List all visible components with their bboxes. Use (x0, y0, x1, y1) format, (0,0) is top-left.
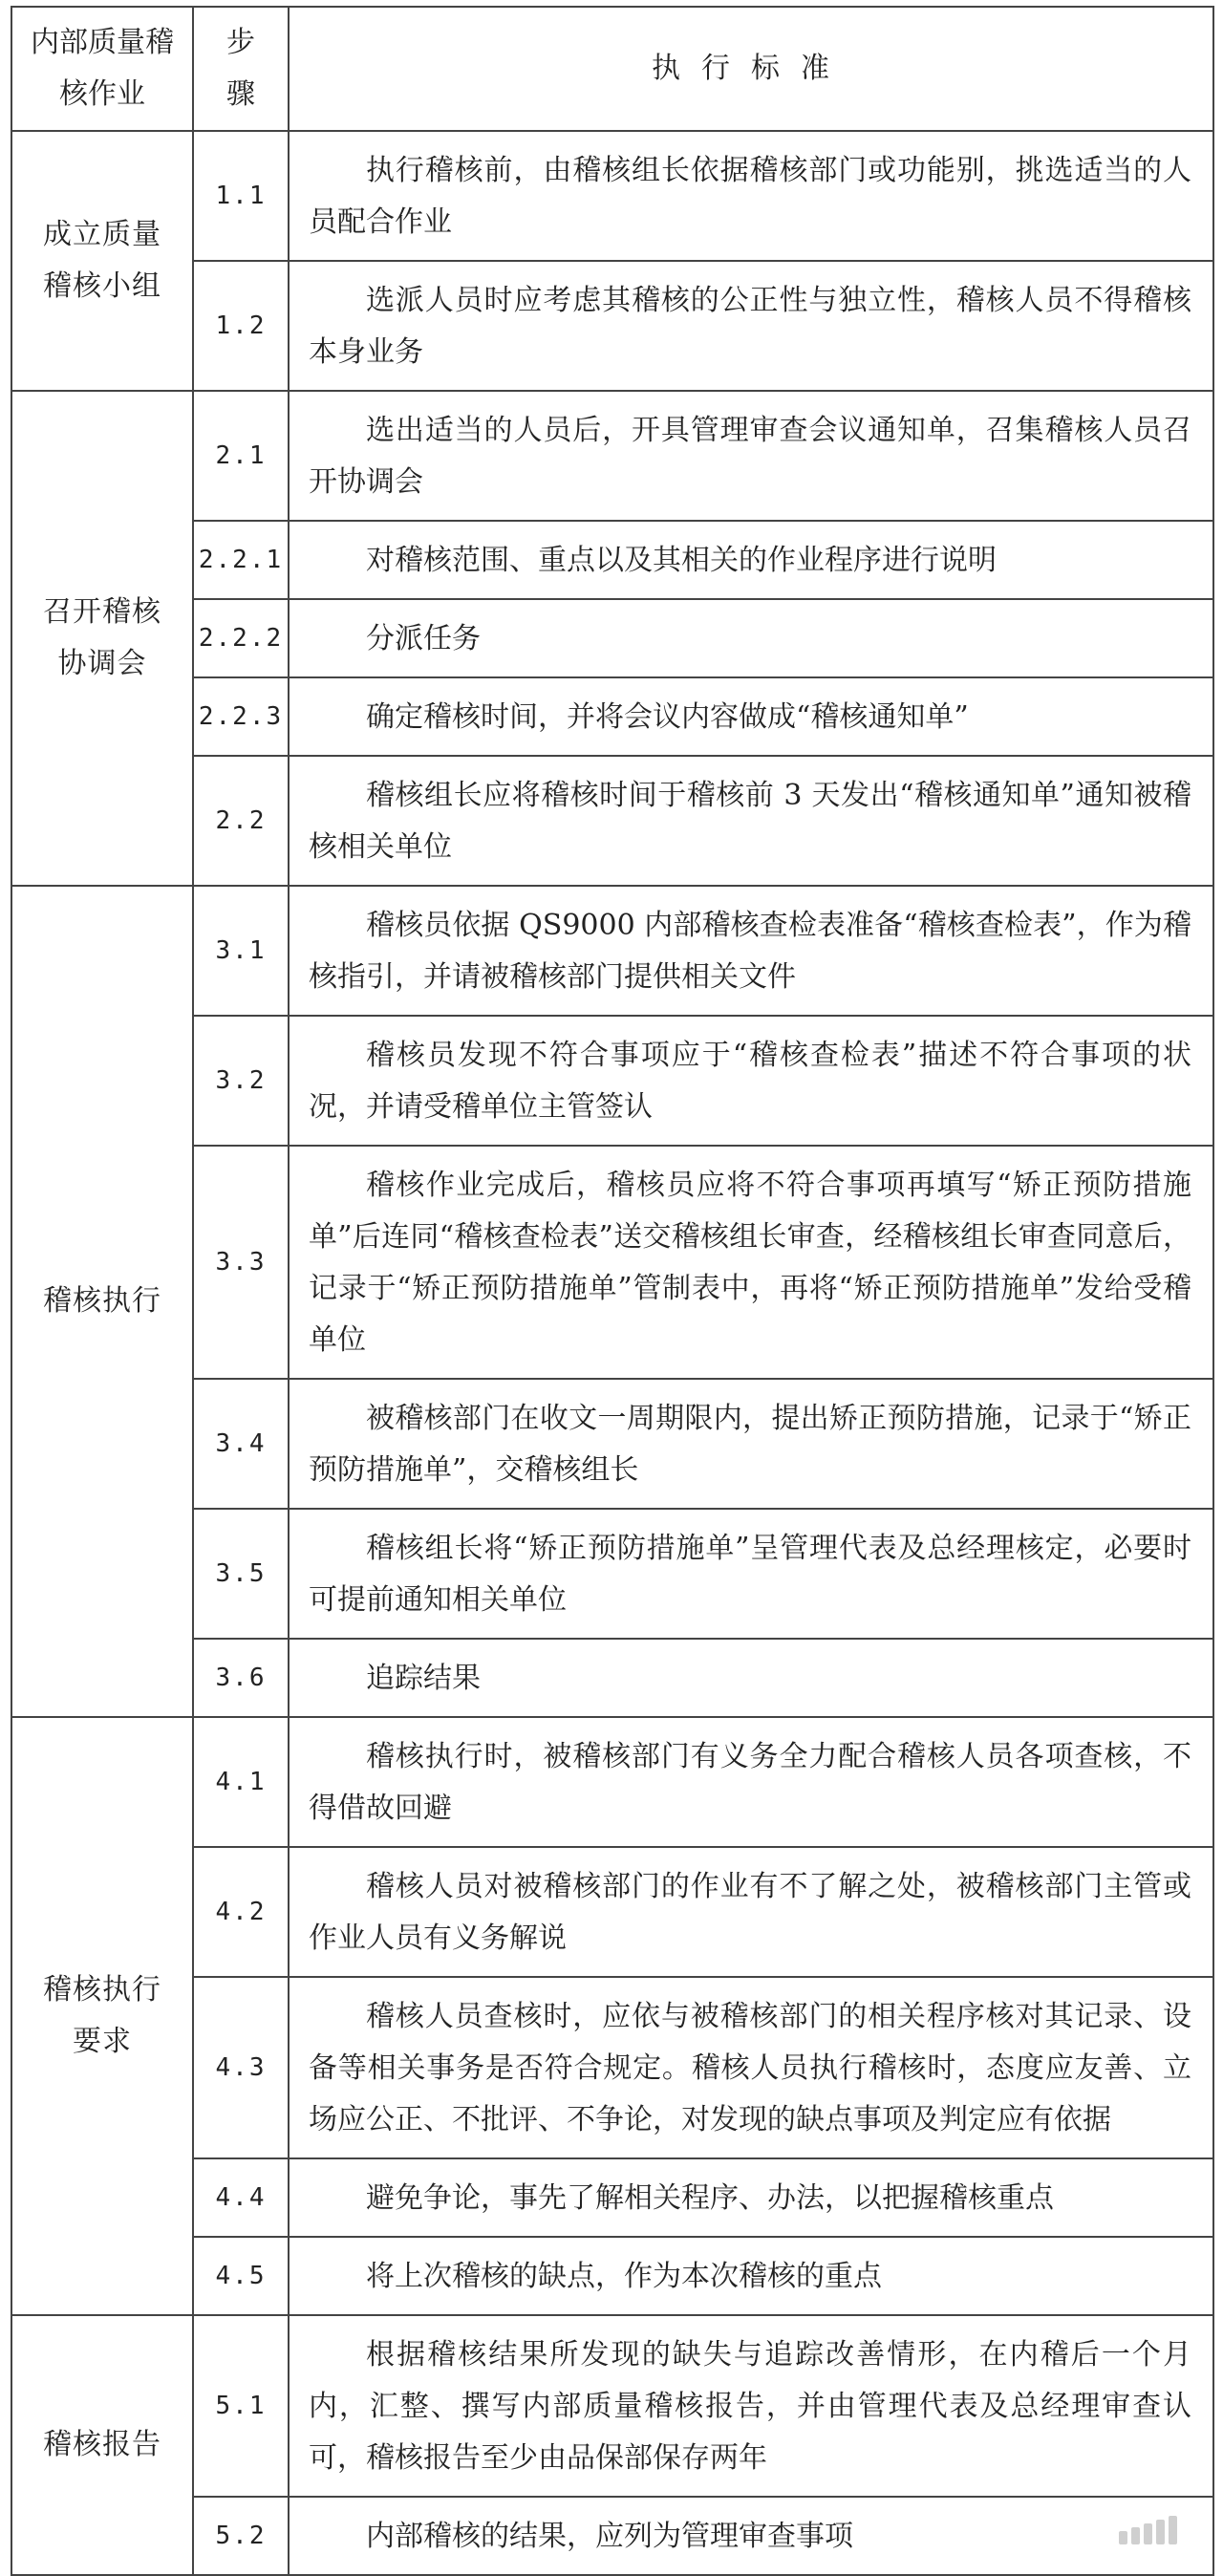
standard-cell: 被稽核部门在收文一周期限内，提出矫正预防措施，记录于“矫正预防措施单”，交稽核组长 (289, 1379, 1213, 1509)
step-cell: 3.6 (193, 1639, 289, 1717)
step-cell: 2.2 (193, 756, 289, 886)
step-cell: 2.2.3 (193, 677, 289, 756)
category-cell: 成立质量稽核小组 (11, 131, 193, 391)
watermark-logo (1119, 2516, 1177, 2544)
category-cell: 稽核报告 (11, 2315, 193, 2575)
table-row (11, 391, 1213, 521)
header-category: 内部质量稽核作业 (11, 7, 193, 131)
standard-cell: 稽核组长应将稽核时间于稽核前 3 天发出“稽核通知单”通知被稽核相关单位 (289, 756, 1213, 886)
standard-cell: 分派任务 (289, 599, 1213, 677)
step-cell: 3.4 (193, 1379, 289, 1509)
category-cell: 稽核执行要求 (11, 1717, 193, 2315)
standard-cell: 选派人员时应考虑其稽核的公正性与独立性，稽核人员不得稽核本身业务 (289, 261, 1213, 391)
step-cell: 2.1 (193, 391, 289, 521)
table-row (11, 2315, 1213, 2497)
category-cell: 稽核执行 (11, 886, 193, 1717)
header-standard: 执行标准 (289, 7, 1213, 131)
step-cell: 5.1 (193, 2315, 289, 2497)
step-cell: 4.5 (193, 2237, 289, 2315)
standard-cell: 避免争论，事先了解相关程序、办法，以把握稽核重点 (289, 2158, 1213, 2237)
standard-cell: 稽核作业完成后，稽核员应将不符合事项再填写“矫正预防措施单”后连同“稽核查检表”送交稽核组长审查，经稽核组长审查同意后，记录于“矫正预防措施单”管制表中，再将“矫正预防措施单”发给受稽单位 (289, 1146, 1213, 1379)
step-cell: 3.1 (193, 886, 289, 1016)
standard-cell: 内部稽核的结果，应列为管理审查事项 (289, 2497, 1213, 2575)
step-cell: 4.2 (193, 1847, 289, 1977)
standard-cell: 稽核员依据 QS9000 内部稽核查检表准备“稽核查检表”，作为稽核指引，并请被稽核部门提供相关文件 (289, 886, 1213, 1016)
header-step: 步骤 (193, 7, 289, 131)
standard-cell: 稽核人员对被稽核部门的作业有不了解之处，被稽核部门主管或作业人员有义务解说 (289, 1847, 1213, 1977)
step-cell: 4.1 (193, 1717, 289, 1847)
step-cell: 1.1 (193, 131, 289, 261)
step-cell: 3.5 (193, 1509, 289, 1639)
standard-cell: 执行稽核前，由稽核组长依据稽核部门或功能别，挑选适当的人员配合作业 (289, 131, 1213, 261)
table-header-row (11, 7, 1213, 131)
standard-cell: 稽核员发现不符合事项应于“稽核查检表”描述不符合事项的状况，并请受稽单位主管签认 (289, 1016, 1213, 1146)
standard-cell: 对稽核范围、重点以及其相关的作业程序进行说明 (289, 521, 1213, 599)
step-cell: 5.2 (193, 2497, 289, 2575)
table-row (11, 1717, 1213, 1847)
standard-cell: 选出适当的人员后，开具管理审查会议通知单，召集稽核人员召开协调会 (289, 391, 1213, 521)
step-cell: 2.2.1 (193, 521, 289, 599)
standard-cell: 稽核组长将“矫正预防措施单”呈管理代表及总经理核定，必要时可提前通知相关单位 (289, 1509, 1213, 1639)
step-cell: 4.3 (193, 1977, 289, 2158)
step-cell: 1.2 (193, 261, 289, 391)
standard-cell: 确定稽核时间，并将会议内容做成“稽核通知单” (289, 677, 1213, 756)
document-page (11, 6, 1212, 2576)
table-row (11, 886, 1213, 1016)
standard-cell: 追踪结果 (289, 1639, 1213, 1717)
step-cell: 2.2.2 (193, 599, 289, 677)
table-row (11, 131, 1213, 261)
standard-cell: 将上次稽核的缺点，作为本次稽核的重点 (289, 2237, 1213, 2315)
step-cell: 3.3 (193, 1146, 289, 1379)
standard-cell: 根据稽核结果所发现的缺失与追踪改善情形，在内稽后一个月内，汇整、撰写内部质量稽核报告，并由管理代表及总经理审查认可，稽核报告至少由品保部保存两年 (289, 2315, 1213, 2497)
step-cell: 4.4 (193, 2158, 289, 2237)
step-cell: 3.2 (193, 1016, 289, 1146)
standard-cell: 稽核执行时，被稽核部门有义务全力配合稽核人员各项查核，不得借故回避 (289, 1717, 1213, 1847)
audit-procedure-table (11, 6, 1214, 2576)
standard-cell: 稽核人员查核时，应依与被稽核部门的相关程序核对其记录、设备等相关事务是否符合规定。稽核人员执行稽核时，态度应友善、立场应公正、不批评、不争论，对发现的缺点事项及判定应有依据 (289, 1977, 1213, 2158)
category-cell: 召开稽核协调会 (11, 391, 193, 886)
